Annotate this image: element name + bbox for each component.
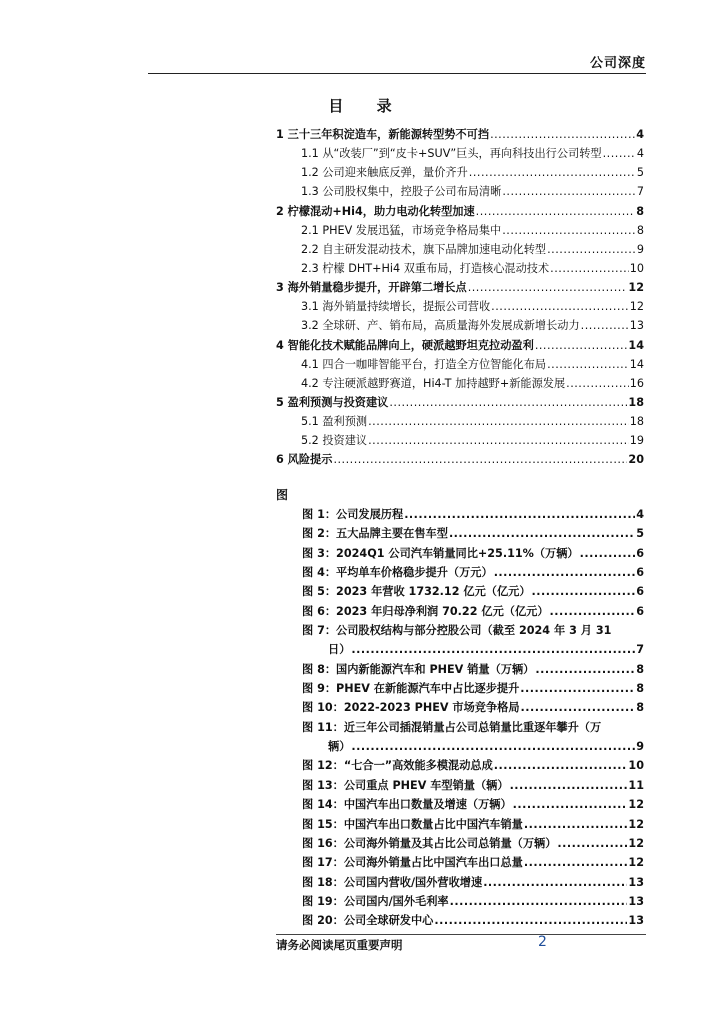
dot-leader [491,300,629,313]
entry-title: 日） [328,643,351,657]
toc-title: 目 录 [328,97,406,115]
entry-page-number: 13 [628,894,644,908]
figure-entry[interactable] [302,719,644,738]
entry-page-number: 14 [628,338,644,352]
entry-title: 2.2 自主研发混动技术，旗下品牌加速电动化转型 [301,242,547,256]
entry-title: 图 6：2023 年归母净利润 70.22 亿元（亿元） [302,604,549,618]
figure-entry[interactable] [302,622,644,641]
entry-page-number: 19 [629,434,644,448]
header-rule [148,73,646,74]
entry-page-number: 18 [629,415,644,429]
entry-page-number: 6 [636,604,644,618]
dot-leader [490,128,635,141]
toc-list [276,126,644,471]
dot-leader [547,243,636,256]
entry-page-number: 6 [636,566,644,580]
entry-title: 5 盈利预测与投资建议 [276,395,389,409]
entry-title: 图 8：国内新能源汽车和 PHEV 销量（万辆） [302,662,535,676]
entry-page-number: 8 [636,701,644,715]
dot-leader [449,527,635,540]
figure-entry[interactable] [302,816,644,835]
dot-leader [469,166,636,179]
disclaimer-note: 请务必阅读尾页重要声明 [276,938,403,952]
entry-title: 图 19：公司国内/国外毛利率 [302,894,449,908]
entry-page-number: 9 [636,740,644,754]
toc-chapter-entry[interactable] [276,451,644,470]
figure-entry[interactable] [302,893,644,912]
entry-title: 4 智能化技术赋能品牌向上，硬派越野坦克拉动盈利 [276,338,534,352]
toc-chapter-entry[interactable] [276,279,644,298]
entry-page-number: 12 [628,281,644,295]
entry-title: 图 13：公司重点 PHEV 车型销量（辆） [302,778,509,792]
dot-leader [535,663,635,676]
entry-page-number: 7 [636,185,644,199]
toc-chapter-entry[interactable] [276,337,644,356]
dot-leader [521,701,636,714]
dot-leader [476,205,636,218]
dot-leader [580,547,636,560]
figure-entry[interactable] [302,777,644,796]
toc-section-entry[interactable] [276,375,644,394]
entry-title: 1.2 公司迎来触底反弹，量价齐升 [301,166,468,180]
dot-leader [351,740,635,753]
entry-page-number: 8 [636,223,644,237]
entry-page-number: 12 [629,300,644,314]
entry-title: 图 15：中国汽车出口数量占比中国汽车销量 [302,817,523,831]
figure-entry[interactable] [302,545,644,564]
figure-entry[interactable] [302,603,644,622]
entry-title: 辆） [328,740,351,754]
toc-section-entry[interactable] [276,145,644,164]
figure-entry[interactable] [302,525,644,544]
dot-leader [524,818,628,831]
entry-title: 2.3 柠檬 DHT+Hi4 双重布局，打造核心混动技术 [301,261,550,275]
entry-title: 1.1 从“改装厂”到“皮卡+SUV”巨头，再向科技出行公司转型 [301,147,602,161]
toc-chapter-entry[interactable] [276,126,644,145]
entry-page-number: 18 [628,395,644,409]
entry-title: 图 18：公司国内营收/国外营收增速 [302,875,483,889]
dot-leader [450,895,628,908]
figure-entry[interactable] [302,854,644,873]
figure-entry[interactable] [302,796,644,815]
entry-page-number: 8 [636,204,644,218]
figure-entry-continuation[interactable] [302,738,644,757]
toc-section-entry[interactable] [276,317,644,336]
dot-leader [532,585,636,598]
entry-page-number: 14 [629,357,644,371]
entry-page-number: 4 [636,128,644,141]
entry-page-number: 9 [636,242,644,256]
toc-section-entry[interactable] [276,432,644,451]
entry-page-number: 13 [628,875,644,889]
dot-leader [404,508,635,521]
dot-leader [389,396,627,409]
dot-leader [566,377,629,390]
entry-title: 5.1 盈利预测 [301,415,368,429]
dot-leader [351,643,635,656]
dot-leader [468,281,628,294]
page-number: 2 [538,934,547,950]
entry-page-number: 20 [628,453,644,467]
dot-leader [368,415,629,428]
entry-title: 图 20：公司全球研发中心 [302,914,434,928]
dot-leader [513,798,628,811]
entry-page-number: 11 [628,778,644,792]
entry-title: 图 11：近三年公司插混销量占公司总销量比重逐年攀升（万 [302,720,602,734]
entry-page-number: 8 [636,682,644,696]
entry-page-number: 16 [629,376,644,390]
entry-title: 图 2：五大品牌主要在售车型 [302,527,448,541]
entry-page-number: 12 [628,817,644,831]
entry-title: 1 三十三年积淀造车，新能源转型势不可挡 [276,128,490,141]
dot-leader [510,779,628,792]
entry-title: 图 7：公司股权结构与部分控股公司（截至 2024 年 3 月 31 [302,624,612,638]
figure-list [302,506,644,932]
entry-page-number: 7 [636,643,644,657]
entry-page-number: 12 [628,798,644,812]
entry-title: 3.1 海外销量持续增长，提振公司营收 [301,300,491,314]
toc-section-entry[interactable] [276,222,644,241]
entry-page-number: 4 [636,508,644,521]
entry-page-number: 8 [636,662,644,676]
entry-title: 图 3：2024Q1 公司汽车销量同比+25.11%（万辆） [302,546,579,560]
figure-entry[interactable] [302,874,644,893]
toc-chapter-entry[interactable] [276,203,644,222]
dot-leader [502,224,636,237]
toc-section-entry[interactable] [276,164,644,183]
footer-rule [276,934,646,935]
entry-title: 4.1 四合一咖啡智能平台，打造全方位智能化布局 [301,357,547,371]
toc-section-entry[interactable] [276,298,644,317]
entry-page-number: 10 [628,759,644,773]
entry-title: 2 柠檬混动+Hi4，助力电动化转型加速 [276,204,475,218]
dot-leader [434,914,627,927]
dot-leader [550,605,636,618]
dot-leader [581,319,629,332]
dot-leader [333,453,627,466]
entry-page-number: 6 [636,585,644,599]
entry-page-number: 12 [628,836,644,850]
entry-title: 图 12：“七合一”高效能多模混动总成 [302,759,493,773]
entry-title: 图 10：2022-2023 PHEV 市场竞争格局 [302,701,520,715]
dot-leader [603,147,636,160]
dot-leader [547,358,629,371]
dot-leader [557,837,627,850]
entry-title: 图 14：中国汽车出口数量及增速（万辆） [302,798,512,812]
entry-page-number: 5 [636,527,644,541]
dot-leader [520,682,635,695]
figure-entry[interactable] [302,699,644,718]
entry-title: 图 9：PHEV 在新能源汽车中占比逐步提升 [302,682,520,696]
dot-leader [524,856,628,869]
toc-section-entry[interactable] [276,241,644,260]
figure-entry[interactable] [302,583,644,602]
entry-page-number: 13 [628,914,644,928]
entry-title: 3.2 全球研、产、销布局，高质量海外发展成新增长动力 [301,319,580,333]
entry-page-number: 13 [629,319,644,333]
entry-page-number: 6 [636,546,644,560]
entry-title: 图 17：公司海外销量占比中国汽车出口总量 [302,856,523,870]
toc-section-entry[interactable] [276,260,644,279]
entry-title: 6 风险提示 [276,453,333,467]
entry-title: 4.2 专注硬派越野赛道，Hi4-T 加持越野+新能源发展 [301,376,566,390]
entry-title: 5.2 投资建议 [301,434,368,448]
entry-page-number: 12 [628,856,644,870]
entry-title: 图 4：平均单车价格稳步提升（万元） [302,566,493,580]
toc-section-entry[interactable] [276,356,644,375]
figure-entry[interactable] [302,835,644,854]
entry-title: 2.1 PHEV 发展迅猛，市场竞争格局集中 [301,223,502,237]
entry-title: 图 1：公司发展历程 [302,508,404,521]
dot-leader [483,876,627,889]
figure-entry[interactable] [302,661,644,680]
figure-entry-continuation[interactable] [302,641,644,660]
toc-section-entry[interactable] [276,413,644,432]
dot-leader [535,339,628,352]
entry-title: 1.3 公司股权集中，控股子公司布局清晰 [301,185,502,199]
dot-leader [502,185,636,198]
dot-leader [550,262,629,275]
figure-entry[interactable] [302,506,644,525]
entry-title: 3 海外销量稳步提升，开辟第二增长点 [276,281,467,295]
dot-leader [368,434,629,447]
figure-entry[interactable] [302,564,644,583]
figures-heading: 图 [276,488,289,502]
figure-entry[interactable] [302,680,644,699]
dot-leader [494,566,636,579]
toc-section-entry[interactable] [276,183,644,202]
report-type-label: 公司深度 [589,56,646,71]
entry-title: 图 5：2023 年营收 1732.12 亿元（亿元） [302,585,531,599]
figure-entry[interactable] [302,912,644,931]
entry-page-number: 5 [636,166,644,180]
entry-page-number: 10 [629,261,644,275]
dot-leader [494,759,628,772]
toc-chapter-entry[interactable] [276,394,644,413]
entry-title: 图 16：公司海外销量及其占比公司总销量（万辆） [302,836,557,850]
figure-entry[interactable] [302,757,644,776]
entry-page-number: 4 [636,147,644,161]
